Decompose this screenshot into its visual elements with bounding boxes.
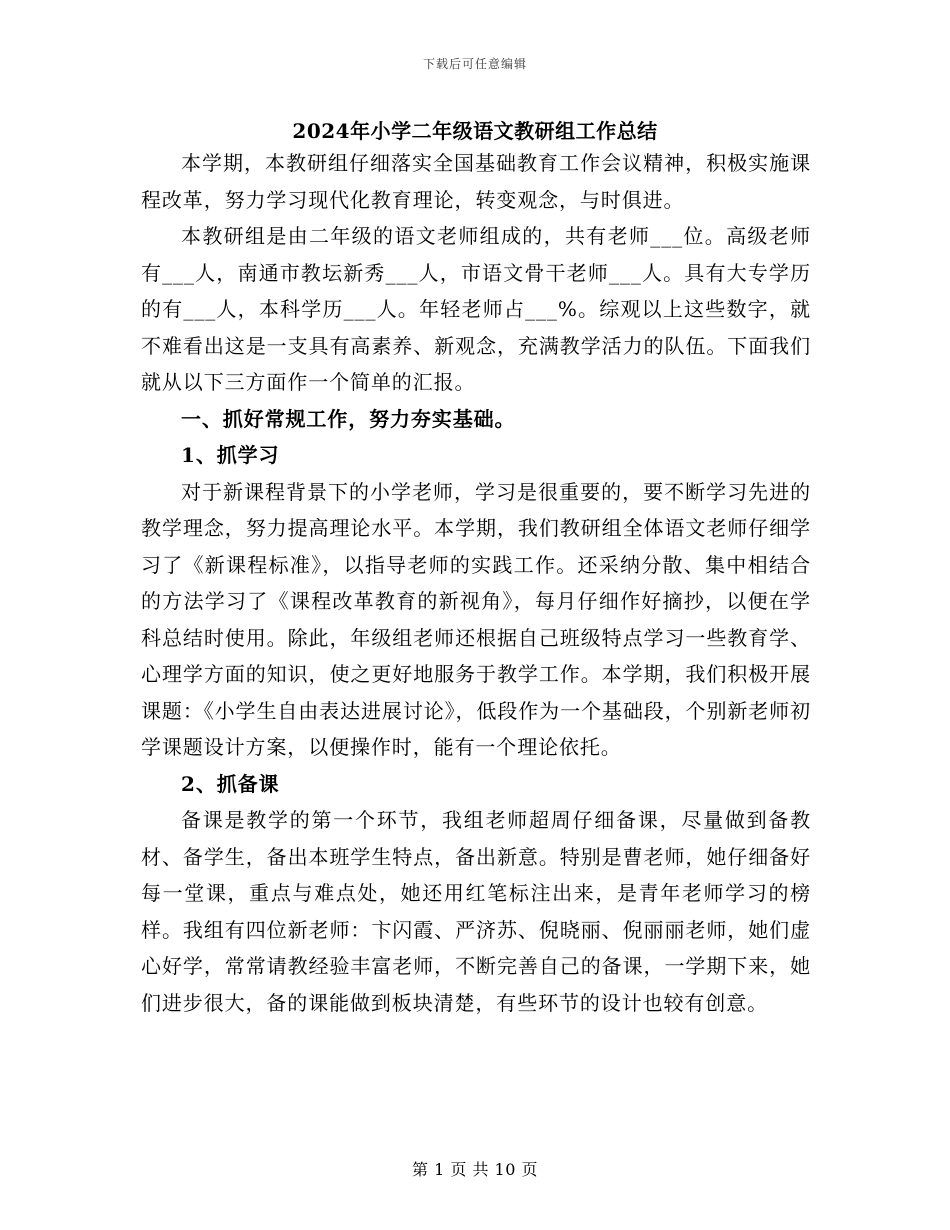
paragraph-intro: 本学期，本教研组仔细落实全国基础教育工作会议精神，积极实施课程改革，努力学习现代化教育理论，转变观念，与时俱进。	[141, 151, 811, 212]
document-body	[141, 145, 811, 1021]
header-note: 下载后可任意编辑	[422, 57, 527, 71]
section-heading-1: 一、抓好常规工作，努力夯实基础。	[181, 406, 516, 431]
paragraph-prep: 备课是教学的第一个环节，我组老师超周仔细备课，尽量做到备教材、备学生，备出本班学生特点，备出新意。特别是曹老师，她仔细备好每一堂课，重点与难点处，她还用红笔标注出来，是青年老师学习的榜样。我组有四位新老师：卞闪霞、严济苏、倪晓丽、倪丽丽老师，她们虚心好学，常常请教经验丰富老师，不断完善自己的备课，一学期下来，她们进步很大，备的课能做到板块清楚，有些环节的设计也较有创意。	[141, 808, 811, 1015]
document-title: 2024年小学二年级语文教研组工作总结	[292, 119, 658, 143]
paragraph-team: 本教研组是由二年级的语文老师组成的，共有老师___位。高级老师有___人，南通市教坛新秀___人，市语文骨干老师___人。具有大专学历的有___人，本科学历___人。年轻老师占___%。综观以上这些数字，就不难看出这是一支具有高素养、新观念，充满教学活力的队伍。下面我们就从以下三方面作一个简单的汇报。	[141, 224, 811, 394]
subheading-prep: 2、抓备课	[181, 771, 280, 796]
page-footer: 第 1 页 共 10 页	[412, 1160, 538, 1179]
paragraph-study: 对于新课程背景下的小学老师，学习是很重要的，要不断学习先进的教学理念，努力提高理论水平。本学期，我们教研组全体语文老师仔细学习了《新课程标准》，以指导老师的实践工作。还采纳分散、集中相结合的方法学习了《课程改革教育的新视角》，每月仔细作好摘抄，以便在学科总结时使用。除此，年级组老师还根据自己班级特点学习一些教育学、心理学方面的知识，使之更好地服务于教学工作。本学期，我们积极开展课题：《小学生自由表达进展讨论》，低段作为一个基础段，个别新老师初学课题设计方案，以便操作时，能有一个理论依托。	[141, 479, 811, 759]
subheading-study: 1、抓学习	[181, 443, 280, 467]
